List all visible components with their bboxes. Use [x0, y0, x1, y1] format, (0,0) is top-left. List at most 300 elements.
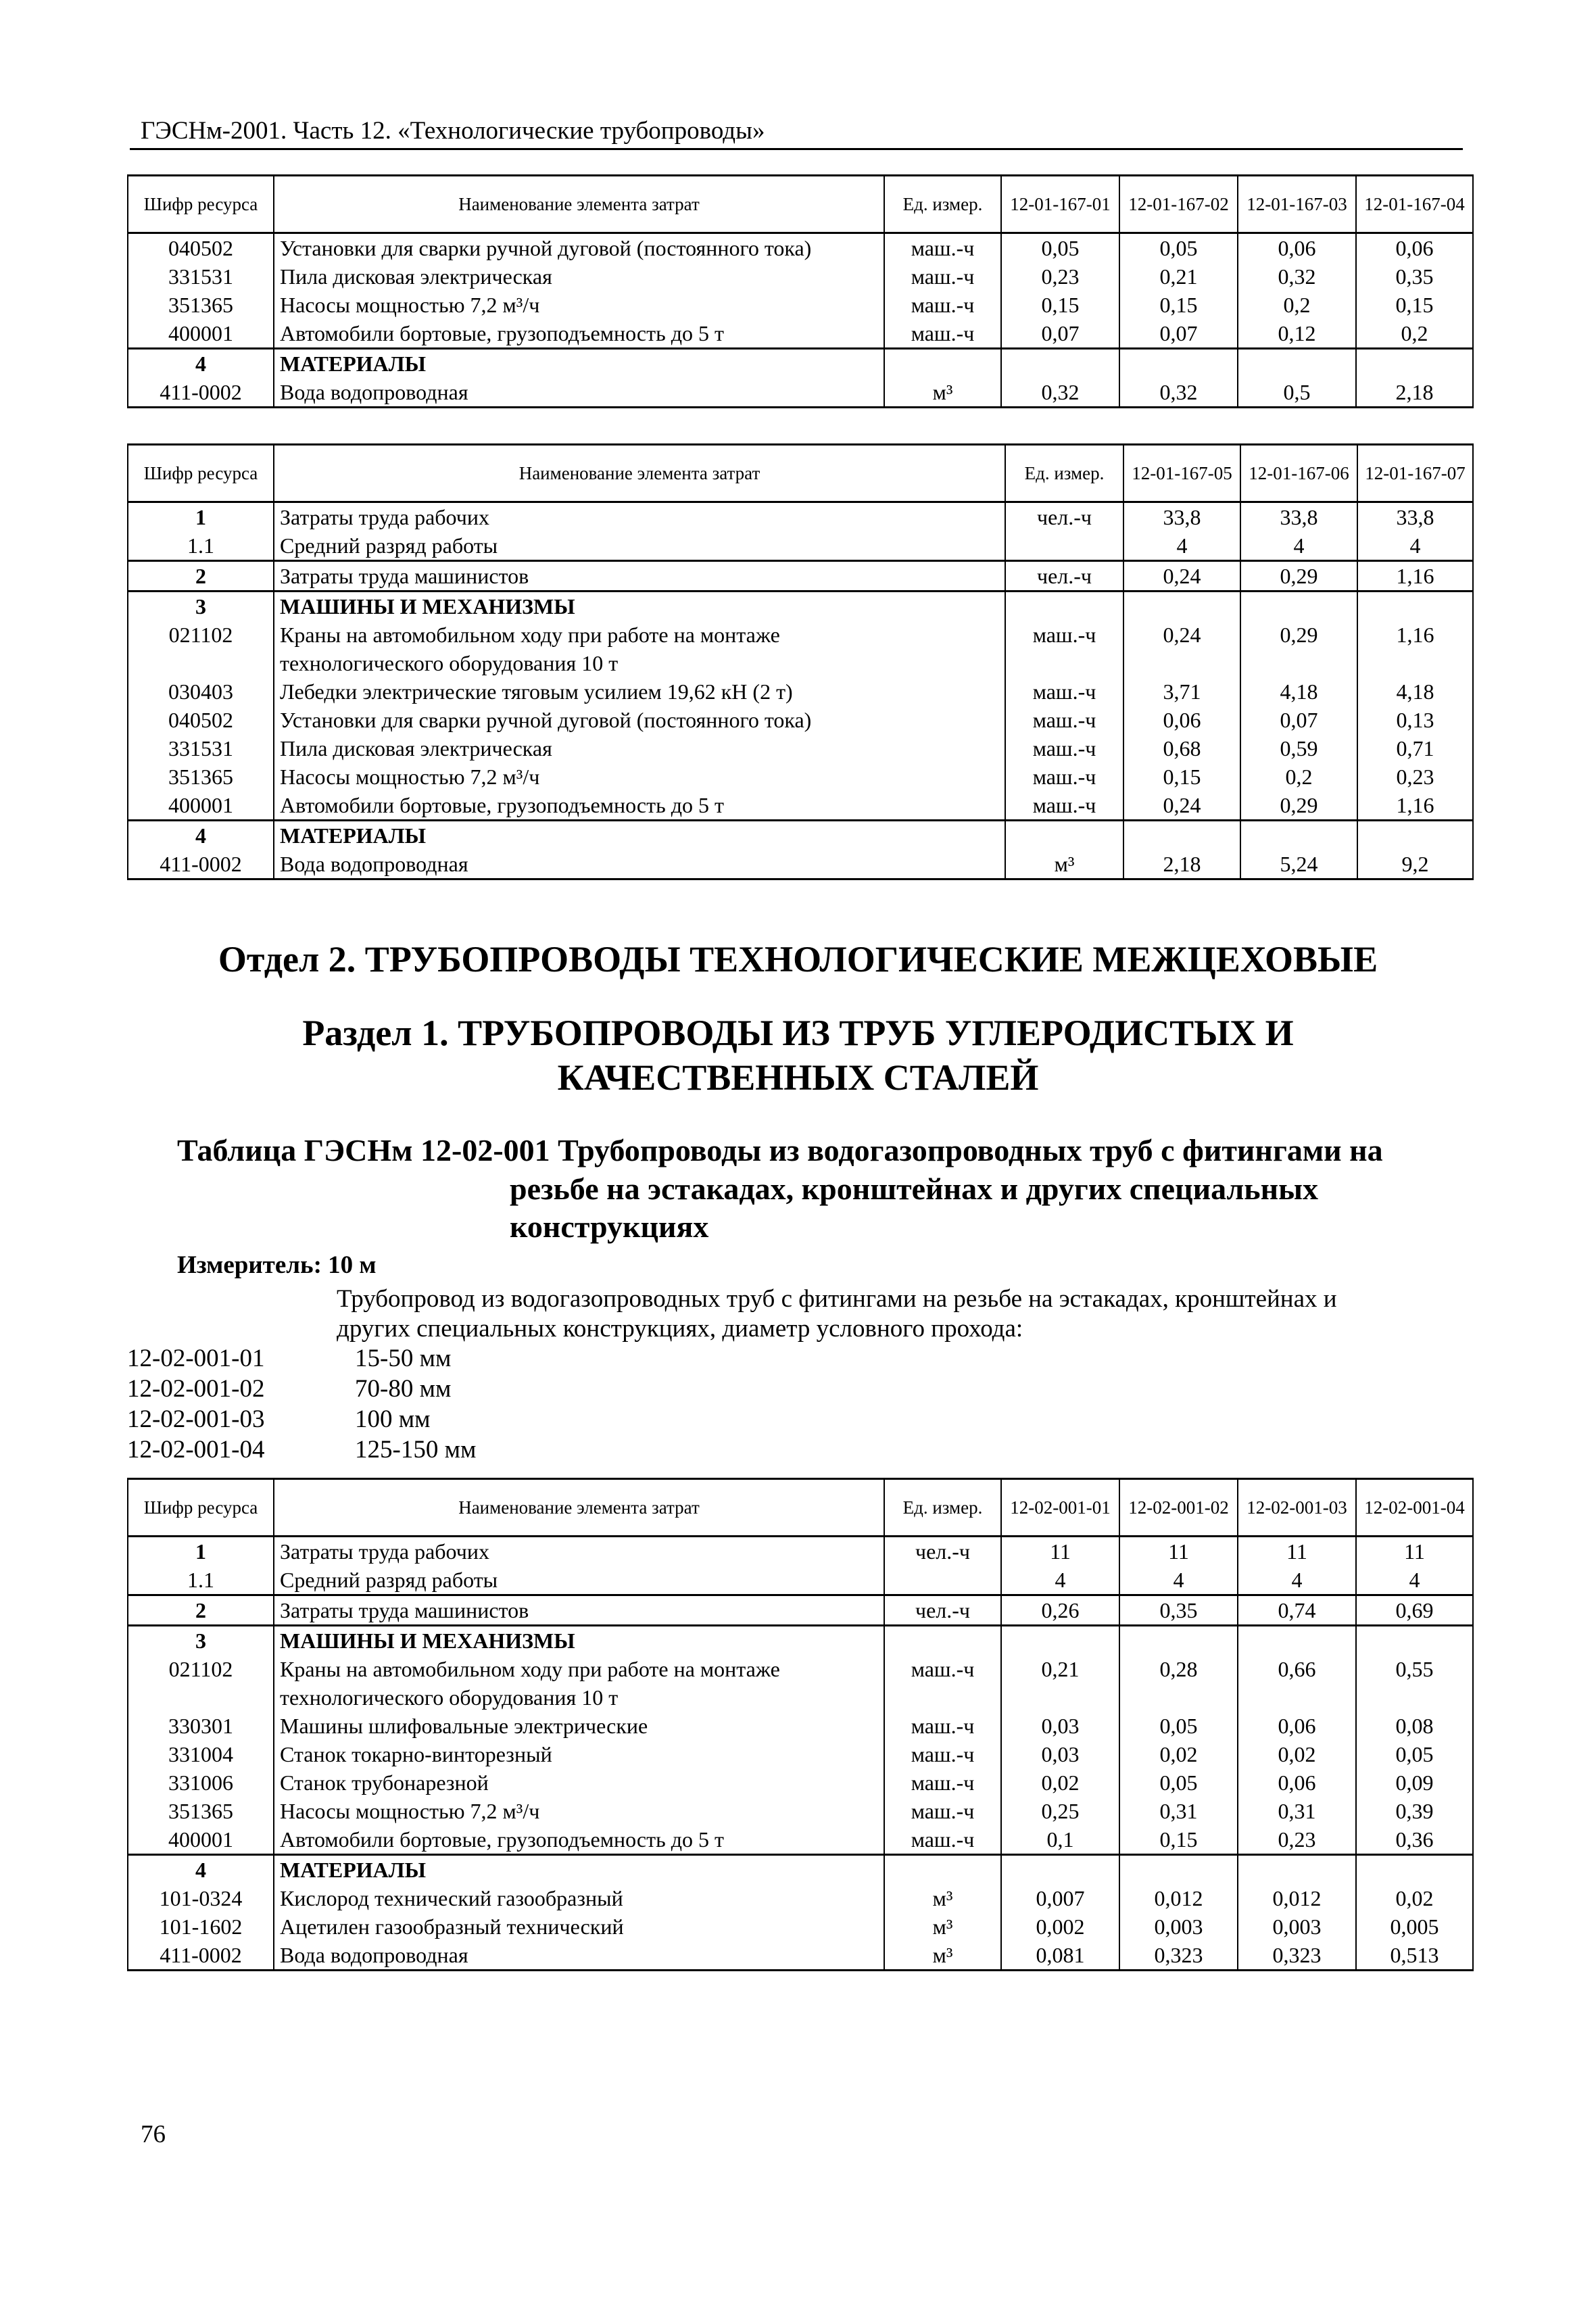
norm-value: 0,02 [1001, 1768, 1119, 1797]
cost-element-name [274, 1884, 884, 1912]
norm-value: 0,012 [1238, 1884, 1356, 1912]
norm-value: 0,06 [1123, 706, 1240, 734]
running-head: ГЭСНм-2001. Часть 12. «Технологические трубопроводы» [141, 117, 765, 145]
resource-code: 351365 [128, 1797, 274, 1825]
norm-value: 0,31 [1238, 1797, 1356, 1825]
norm-value [1123, 821, 1240, 850]
unit-of-measure [1005, 821, 1123, 850]
column-header: 12-02-001-03 [1238, 1479, 1356, 1537]
cost-element-name-text: Станок токарно-винторезный [280, 1742, 552, 1766]
table-title-line-3: конструкциях [510, 1209, 709, 1244]
unit-of-measure: маш.-ч [884, 1797, 1001, 1825]
cost-element-name-text: МАТЕРИАЛЫ [280, 1858, 426, 1882]
norm-value: 0,15 [1356, 291, 1473, 319]
norm-value: 4,18 [1357, 677, 1473, 706]
resource-table-2 [127, 443, 1474, 880]
cost-element-name [274, 1768, 884, 1797]
table-row [128, 621, 1473, 677]
resource-code: 4 [128, 1855, 274, 1885]
norm-value [1357, 821, 1473, 850]
table-row [128, 291, 1473, 319]
cost-element-name-text: Средний разряд работы [280, 1568, 498, 1592]
resource-code: 411-0002 [128, 1941, 274, 1971]
table-row [128, 1797, 1473, 1825]
variant-label: 100 мм [355, 1405, 431, 1433]
norm-value: 4 [1238, 1566, 1356, 1595]
cost-element-name-text: Кислород технический газообразный [280, 1886, 623, 1910]
cost-element-name-text: Ацетилен газообразный технический [280, 1914, 624, 1939]
unit-of-measure: маш.-ч [884, 1740, 1001, 1768]
cost-element-name [274, 233, 884, 263]
norm-value: 33,8 [1240, 502, 1357, 532]
norm-value: 9,2 [1357, 850, 1473, 879]
column-header: Шифр ресурса [128, 445, 274, 502]
norm-value [1001, 349, 1119, 379]
resource-code: 021102 [128, 1655, 274, 1712]
column-header: Шифр ресурса [128, 1479, 274, 1537]
norm-value [1238, 1626, 1356, 1656]
table-row [128, 561, 1473, 592]
resource-code: 1 [128, 1537, 274, 1566]
section-row [128, 349, 1473, 379]
table-row [128, 1537, 1473, 1566]
cost-element-name [274, 531, 1005, 561]
norm-value [1356, 1855, 1473, 1885]
table-row [128, 1595, 1473, 1626]
cost-element-name [274, 677, 1005, 706]
table-row [128, 1655, 1473, 1712]
norm-value: 4 [1119, 1566, 1238, 1595]
cost-element-name [274, 1566, 884, 1595]
unit-of-measure: маш.-ч [1005, 677, 1123, 706]
norm-value: 0,21 [1001, 1655, 1119, 1712]
norm-value: 0,15 [1119, 291, 1238, 319]
norm-value: 0,323 [1238, 1941, 1356, 1971]
unit-of-measure [1005, 592, 1123, 621]
norm-value: 11 [1356, 1537, 1473, 1566]
norm-value: 3,71 [1123, 677, 1240, 706]
norm-value: 0,5 [1238, 378, 1356, 408]
norm-value: 0,06 [1238, 233, 1356, 263]
unit-of-measure [1005, 531, 1123, 561]
cost-element-name-text: Вода водопроводная [280, 1943, 468, 1967]
norm-value: 0,003 [1238, 1912, 1356, 1941]
table-row [128, 1712, 1473, 1740]
cost-element-name-text: Краны на автомобильном ходу при работе на монтаже технологического оборудования 10 т [280, 1657, 780, 1710]
cost-element-name-text: Машины шлифовальные электрические [280, 1714, 648, 1738]
table-row [128, 706, 1473, 734]
cost-element-name [274, 1855, 884, 1885]
norm-value: 1,16 [1357, 621, 1473, 677]
unit-of-measure: чел.-ч [884, 1537, 1001, 1566]
table-header-row [128, 445, 1473, 502]
unit-of-measure [884, 349, 1001, 379]
column-header: 12-02-001-01 [1001, 1479, 1119, 1537]
cost-element-name-text: Установки для сварки ручной дуговой (постоянного тока) [280, 236, 812, 260]
norm-value: 33,8 [1123, 502, 1240, 532]
cost-element-name-text: Пила дисковая электрическая [280, 736, 552, 761]
section-row [128, 592, 1473, 621]
cost-element-name [274, 502, 1005, 532]
cost-element-name-text: Пила дисковая электрическая [280, 264, 552, 289]
norm-value: 0,2 [1356, 319, 1473, 349]
table-row [128, 1740, 1473, 1768]
resource-code: 2 [128, 561, 274, 592]
column-header: 12-01-167-06 [1240, 445, 1357, 502]
unit-of-measure: маш.-ч [1005, 734, 1123, 763]
column-header: 12-02-001-04 [1356, 1479, 1473, 1537]
cost-element-name-text: Станок трубонарезной [280, 1770, 489, 1795]
cost-element-name-text: Автомобили бортовые, грузоподъемность до 5 т [280, 1827, 724, 1852]
cost-element-name-text: Насосы мощностью 7,2 м³/ч [280, 765, 540, 789]
cost-element-name-text: Насосы мощностью 7,2 м³/ч [280, 1799, 540, 1823]
norm-value: 0,081 [1001, 1941, 1119, 1971]
unit-of-measure: чел.-ч [1005, 502, 1123, 532]
norm-value: 11 [1238, 1537, 1356, 1566]
unit-of-measure [884, 1855, 1001, 1885]
norm-value: 0,71 [1357, 734, 1473, 763]
column-header: 12-01-167-02 [1119, 176, 1238, 233]
norm-value [1001, 1855, 1119, 1885]
table-row [128, 378, 1473, 408]
resource-code: 040502 [128, 233, 274, 263]
resource-code: 030403 [128, 677, 274, 706]
table-row [128, 531, 1473, 561]
norm-value: 0,05 [1119, 1712, 1238, 1740]
norm-value: 0,06 [1238, 1712, 1356, 1740]
norm-value: 0,15 [1119, 1825, 1238, 1855]
norm-value: 0,513 [1356, 1941, 1473, 1971]
table-row [128, 233, 1473, 263]
norm-value [1001, 1626, 1119, 1656]
cost-element-name [274, 378, 884, 408]
resource-code: 330301 [128, 1712, 274, 1740]
variant-code: 12-02-001-01 [127, 1345, 265, 1372]
norm-value: 0,005 [1356, 1912, 1473, 1941]
norm-value: 0,69 [1356, 1595, 1473, 1626]
norm-value [1357, 592, 1473, 621]
norm-value: 0,32 [1119, 378, 1238, 408]
resource-code: 1.1 [128, 1566, 274, 1595]
unit-of-measure: маш.-ч [1005, 763, 1123, 791]
norm-value: 0,2 [1240, 763, 1357, 791]
norm-value [1240, 592, 1357, 621]
cost-element-name [274, 734, 1005, 763]
cost-element-name [274, 592, 1005, 621]
cost-element-name [274, 763, 1005, 791]
cost-element-name [274, 1595, 884, 1626]
resource-table-3 [127, 1478, 1474, 1971]
resource-code: 101-1602 [128, 1912, 274, 1941]
cost-element-name [274, 791, 1005, 821]
table-row [128, 1825, 1473, 1855]
table-row [128, 502, 1473, 532]
norm-value: 0,23 [1238, 1825, 1356, 1855]
unit-of-measure: маш.-ч [1005, 621, 1123, 677]
norm-value: 2,18 [1356, 378, 1473, 408]
resource-code: 411-0002 [128, 378, 274, 408]
norm-value: 0,32 [1001, 378, 1119, 408]
norm-value: 1,16 [1357, 561, 1473, 592]
cost-element-name-text: Вода водопроводная [280, 380, 468, 404]
norm-value: 0,05 [1356, 1740, 1473, 1768]
resource-code: 4 [128, 349, 274, 379]
table-row [128, 319, 1473, 349]
column-header: 12-01-167-07 [1357, 445, 1473, 502]
cost-element-name [274, 1941, 884, 1971]
norm-value: 0,06 [1356, 233, 1473, 263]
norm-value: 0,23 [1357, 763, 1473, 791]
variant-code: 12-02-001-04 [127, 1436, 265, 1464]
cost-element-name-text: МАШИНЫ И МЕХАНИЗМЫ [280, 594, 575, 619]
norm-value: 0,012 [1119, 1884, 1238, 1912]
norm-value: 4,18 [1240, 677, 1357, 706]
cost-element-name [274, 1740, 884, 1768]
norm-value [1238, 349, 1356, 379]
cost-element-name [274, 561, 1005, 592]
norm-value: 0,02 [1238, 1740, 1356, 1768]
cost-element-name-text: МАТЕРИАЛЫ [280, 352, 426, 376]
section-row [128, 1626, 1473, 1656]
norm-value [1238, 1855, 1356, 1885]
norm-value: 0,26 [1001, 1595, 1119, 1626]
cost-element-name-text: МАТЕРИАЛЫ [280, 823, 426, 848]
resource-code: 400001 [128, 791, 274, 821]
norm-value: 0,07 [1119, 319, 1238, 349]
norm-value: 0,25 [1001, 1797, 1119, 1825]
page-number: 76 [141, 2121, 166, 2148]
norm-value: 0,03 [1001, 1712, 1119, 1740]
norm-value: 0,15 [1123, 763, 1240, 791]
norm-value: 0,03 [1001, 1740, 1119, 1768]
norm-value: 0,007 [1001, 1884, 1119, 1912]
norm-value: 0,32 [1238, 262, 1356, 291]
table-row [128, 791, 1473, 821]
unit-of-measure: маш.-ч [884, 1768, 1001, 1797]
unit-of-measure: маш.-ч [884, 1825, 1001, 1855]
variant-label: 15-50 мм [355, 1345, 452, 1372]
column-header: Наименование элемента затрат [274, 176, 884, 233]
column-header: Ед. измер. [884, 176, 1001, 233]
unit-of-measure [884, 1626, 1001, 1656]
section-row [128, 1855, 1473, 1885]
cost-element-name [274, 319, 884, 349]
resource-code: 351365 [128, 763, 274, 791]
norm-value: 0,2 [1238, 291, 1356, 319]
table-header-row [128, 176, 1473, 233]
resource-code: 400001 [128, 1825, 274, 1855]
unit-of-measure: маш.-ч [884, 1712, 1001, 1740]
norm-value: 0,02 [1356, 1884, 1473, 1912]
resource-code: 331006 [128, 1768, 274, 1797]
cost-element-name [274, 1655, 884, 1712]
cost-element-name-text: Краны на автомобильном ходу при работе на монтаже технологического оборудования 10 т [280, 623, 780, 675]
unit-of-measure: маш.-ч [884, 291, 1001, 319]
department-heading: Отдел 2. ТРУБОПРОВОДЫ ТЕХНОЛОГИЧЕСКИЕ МЕЖЦЕХОВЫЕ [218, 939, 1378, 980]
cost-element-name [274, 621, 1005, 677]
table-title-line-2: резьбе на эстакадах, кронштейнах и других специальных [510, 1172, 1319, 1206]
cost-element-name [274, 821, 1005, 850]
cost-element-name-text: Автомобили бортовые, грузоподъемность до 5 т [280, 321, 724, 345]
cost-element-name-text: Затраты труда машинистов [280, 564, 529, 588]
table-header-row [128, 1479, 1473, 1537]
cost-element-name [274, 1797, 884, 1825]
norm-value: 0,29 [1240, 791, 1357, 821]
norm-value: 0,09 [1356, 1768, 1473, 1797]
unit-of-measure: чел.-ч [1005, 561, 1123, 592]
norm-value: 0,15 [1001, 291, 1119, 319]
variant-code: 12-02-001-03 [127, 1405, 265, 1433]
resource-code: 040502 [128, 706, 274, 734]
resource-code: 3 [128, 1626, 274, 1656]
norm-value: 0,06 [1238, 1768, 1356, 1797]
norm-value: 0,74 [1238, 1595, 1356, 1626]
variant-label: 70-80 мм [355, 1375, 452, 1403]
cost-element-name [274, 1912, 884, 1941]
norm-value: 0,55 [1356, 1655, 1473, 1712]
norm-value [1356, 1626, 1473, 1656]
unit-of-measure: маш.-ч [1005, 791, 1123, 821]
cost-element-name [274, 1825, 884, 1855]
norm-value: 4 [1123, 531, 1240, 561]
norm-value [1240, 821, 1357, 850]
section-heading-line-1: Раздел 1. ТРУБОПРОВОДЫ ИЗ ТРУБ УГЛЕРОДИСТЫХ И [302, 1013, 1294, 1053]
variant-code: 12-02-001-02 [127, 1375, 265, 1403]
norm-value: 1,16 [1357, 791, 1473, 821]
norm-value: 0,323 [1119, 1941, 1238, 1971]
norm-value: 0,35 [1119, 1595, 1238, 1626]
unit-of-measure: м³ [884, 1884, 1001, 1912]
unit-of-measure [884, 1566, 1001, 1595]
unit-of-measure: м³ [884, 378, 1001, 408]
resource-table-1 [127, 174, 1474, 408]
cost-element-name-text: Средний разряд работы [280, 533, 498, 558]
header-rule [130, 148, 1463, 150]
column-header: Ед. измер. [1005, 445, 1123, 502]
resource-code: 101-0324 [128, 1884, 274, 1912]
norm-value: 0,66 [1238, 1655, 1356, 1712]
norm-value: 0,24 [1123, 621, 1240, 677]
cost-element-name-text: МАШИНЫ И МЕХАНИЗМЫ [280, 1629, 575, 1653]
norm-value: 0,28 [1119, 1655, 1238, 1712]
table-row [128, 1884, 1473, 1912]
norm-value [1123, 592, 1240, 621]
cost-element-name [274, 1626, 884, 1656]
norm-value: 11 [1001, 1537, 1119, 1566]
norm-value: 4 [1240, 531, 1357, 561]
cost-element-name-text: Затраты труда рабочих [280, 505, 489, 529]
norm-value: 11 [1119, 1537, 1238, 1566]
column-header: Ед. измер. [884, 1479, 1001, 1537]
description-line-2: других специальных конструкциях, диаметр условного прохода: [337, 1315, 1023, 1343]
measure-unit: Измеритель: 10 м [177, 1251, 377, 1279]
norm-value: 0,21 [1119, 262, 1238, 291]
unit-of-measure: маш.-ч [884, 319, 1001, 349]
resource-code: 351365 [128, 291, 274, 319]
table-row [128, 734, 1473, 763]
table-title-line-1: Таблица ГЭСНм 12-02-001 Трубопроводы из водогазопроводных труб с фитингами на [177, 1133, 1383, 1167]
norm-value: 0,003 [1119, 1912, 1238, 1941]
resource-code: 4 [128, 821, 274, 850]
norm-value: 0,1 [1001, 1825, 1119, 1855]
unit-of-measure: м³ [884, 1912, 1001, 1941]
resource-code: 1.1 [128, 531, 274, 561]
table-row [128, 763, 1473, 791]
resource-code: 2 [128, 1595, 274, 1626]
resource-code: 1 [128, 502, 274, 532]
norm-value: 0,12 [1238, 319, 1356, 349]
norm-value: 0,05 [1119, 1768, 1238, 1797]
norm-value: 0,07 [1240, 706, 1357, 734]
unit-of-measure: маш.-ч [1005, 706, 1123, 734]
norm-value: 0,08 [1356, 1712, 1473, 1740]
norm-value: 0,29 [1240, 621, 1357, 677]
table-row [128, 850, 1473, 879]
norm-value: 4 [1357, 531, 1473, 561]
column-header: 12-01-167-05 [1123, 445, 1240, 502]
unit-of-measure: маш.-ч [884, 1655, 1001, 1712]
cost-element-name-text: Затраты труда машинистов [280, 1598, 529, 1622]
resource-code: 331004 [128, 1740, 274, 1768]
cost-element-name-text: Затраты труда рабочих [280, 1539, 489, 1564]
cost-element-name [274, 850, 1005, 879]
cost-element-name [274, 1712, 884, 1740]
norm-value [1119, 1626, 1238, 1656]
cost-element-name-text: Установки для сварки ручной дуговой (постоянного тока) [280, 708, 812, 732]
section-row [128, 821, 1473, 850]
cost-element-name [274, 262, 884, 291]
column-header: 12-02-001-02 [1119, 1479, 1238, 1537]
column-header: 12-01-167-01 [1001, 176, 1119, 233]
cost-element-name-text: Насосы мощностью 7,2 м³/ч [280, 293, 540, 317]
column-header: 12-01-167-04 [1356, 176, 1473, 233]
resource-code: 331531 [128, 734, 274, 763]
norm-value: 0,68 [1123, 734, 1240, 763]
cost-element-name [274, 349, 884, 379]
norm-value: 5,24 [1240, 850, 1357, 879]
column-header: Шифр ресурса [128, 176, 274, 233]
section-heading-line-2: КАЧЕСТВЕННЫХ СТАЛЕЙ [557, 1057, 1039, 1098]
description-line-1: Трубопровод из водогазопроводных труб с фитингами на резьбе на эстакадах, кронштейнах и [337, 1285, 1337, 1313]
cost-element-name [274, 706, 1005, 734]
unit-of-measure: м³ [1005, 850, 1123, 879]
norm-value: 0,35 [1356, 262, 1473, 291]
column-header: Наименование элемента затрат [274, 445, 1005, 502]
norm-value [1119, 349, 1238, 379]
table-row [128, 677, 1473, 706]
norm-value: 0,05 [1119, 233, 1238, 263]
unit-of-measure: маш.-ч [884, 262, 1001, 291]
table-row [128, 1941, 1473, 1971]
resource-code: 411-0002 [128, 850, 274, 879]
column-header: Наименование элемента затрат [274, 1479, 884, 1537]
variant-label: 125-150 мм [355, 1436, 477, 1464]
norm-value [1356, 349, 1473, 379]
norm-value [1119, 1855, 1238, 1885]
norm-value: 0,24 [1123, 561, 1240, 592]
cost-element-name-text: Автомобили бортовые, грузоподъемность до 5 т [280, 793, 724, 817]
norm-value: 0,02 [1119, 1740, 1238, 1768]
norm-value: 0,07 [1001, 319, 1119, 349]
cost-element-name [274, 1537, 884, 1566]
norm-value: 0,59 [1240, 734, 1357, 763]
norm-value: 0,23 [1001, 262, 1119, 291]
unit-of-measure: чел.-ч [884, 1595, 1001, 1626]
resource-code: 400001 [128, 319, 274, 349]
norm-value: 4 [1356, 1566, 1473, 1595]
norm-value: 0,39 [1356, 1797, 1473, 1825]
column-header: 12-01-167-03 [1238, 176, 1356, 233]
